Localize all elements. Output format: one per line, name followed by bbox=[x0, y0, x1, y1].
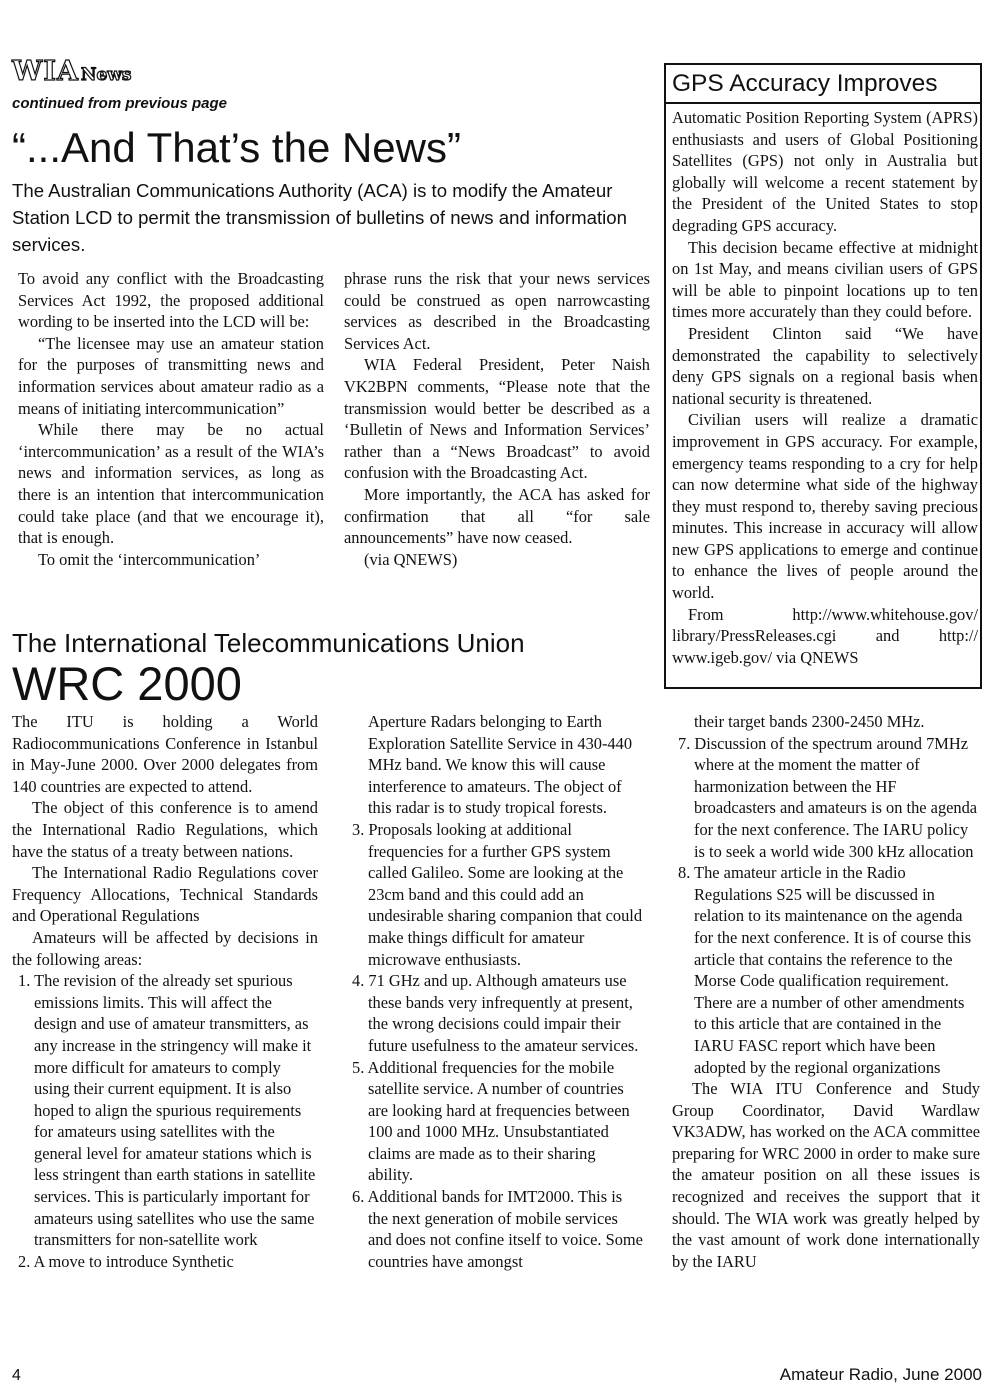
article2-column-2 bbox=[346, 711, 644, 1272]
paragraph: This decision became effective at midnight on 1st May, and means civilian users of GPS will be able to pinpoint locations up to ten times more accurately than they could before. bbox=[672, 237, 978, 322]
list-item: 3. Proposals looking at additional frequencies for a further GPS system called Galileo. Some are looking at the 23cm band and this could add an undesirable sharing companion that could make things difficult for amateur microwave enthusiasts. bbox=[352, 819, 643, 969]
paragraph: To omit the ‘intercommunication’ bbox=[38, 549, 261, 569]
paragraph: While there may be no actual ‘intercommunication’ as a result of the WIA’s news and information services, as long as there is an intention that intercommunication could take place (and that we encourage it), that is enough. bbox=[18, 420, 324, 548]
list-item: 7. Discussion of the spectrum around 7MHz where at the moment the matter of harmonization between the HF broadcasters and amateurs is on the agenda for the next conference. The IARU policy is to seek a world wide 300 kHz allocation bbox=[678, 733, 978, 861]
numbered-list bbox=[346, 819, 644, 1272]
article-title: “...And That’s the News” bbox=[12, 124, 461, 171]
paragraph: Amateurs will be affected by decisions in the following areas: bbox=[12, 927, 318, 969]
paragraph: Automatic Position Reporting System (APRS) enthusiasts and users of Global Positioning Satellites (GPS) not only in Australia but globally will welcome a recent statement by the President of the United States to stop degrading GPS accuracy. bbox=[672, 108, 978, 235]
sidebar-divider bbox=[666, 102, 980, 104]
paragraph: To avoid any conflict with the Broadcasting Services Act 1992, the proposed additional wording to be inserted into the LCD will be: bbox=[18, 269, 324, 332]
paragraph: More importantly, the ACA has asked for confirmation that all “for sale announcements” have now ceased. bbox=[344, 484, 650, 548]
paragraph: From http://www.whitehouse.gov/ library/PressReleases.cgi and http:// www.igeb.gov/ via QNEWS bbox=[672, 604, 978, 667]
list-continuation: their target bands 2300-2450 MHz. bbox=[694, 712, 925, 731]
sidebar-body bbox=[672, 107, 978, 668]
magazine-issue: Amateur Radio, June 2000 bbox=[779, 1365, 982, 1384]
article1-column-1 bbox=[18, 268, 324, 570]
paragraph: WIA Federal President, Peter Naish VK2BPN comments, “Please note that the transmission would better be described as a ‘Bulletin of News and Information Services’ rather than a “News Broadcast” to avoid confusion with the Broadcasting Act. bbox=[344, 355, 650, 483]
paragraph: (via QNEWS) bbox=[364, 549, 458, 569]
article2-column-3 bbox=[672, 711, 980, 1272]
article2-column-1 bbox=[12, 711, 318, 1272]
paragraph: The WIA ITU Conference and Study Group Coordinator, David Wardlaw VK3ADW, has worked on the ACA committee preparing for WRC 2000 in order to make sure the amateur position on all these issues is recognized and receives the support that it should. The WIA work was greatly helped by the vast amount of work done internationally by the IARU bbox=[672, 1079, 980, 1271]
logo-news: News bbox=[80, 65, 132, 85]
numbered-list bbox=[12, 970, 318, 1272]
continued-note: continued from previous page bbox=[12, 95, 228, 112]
list-item: 1. The revision of the already set spurious emissions limits. This will affect the design and use of amateur transmitters, as any increase in the stringency will make it more difficult for amateurs to comply using their current equipment. It is also hoped to align the spurious requirements for amateurs using satellites with the general level for amateur stations which is less stringent than earth stations in satellite services. This is particularly important for amateurs using satellites who use the same transmitters for non-satellite work bbox=[18, 971, 316, 1250]
list-item: 2. A move to introduce Synthetic bbox=[18, 1251, 234, 1271]
paragraph: The ITU is holding a World Radiocommunications Conference in Istanbul in May-June 2000. Over 2000 delegates from 140 countries are expected to attend. bbox=[12, 712, 318, 796]
paragraph: The International Radio Regulations cover Frequency Allocations, Technical Standards and Operational Regulations bbox=[12, 863, 318, 926]
page-number: 4 bbox=[12, 1367, 21, 1384]
article-lead: The Australian Communications Authority (ACA) is to modify the Amateur Station LCD to permit the transmission of bulletins of news and information services. bbox=[12, 180, 627, 255]
paragraph: “The licensee may use an amateur station for the purposes of transmitting news and information services about amateur radio as a means of initiating intercommunication” bbox=[18, 333, 324, 418]
list-item: 8. The amateur article in the Radio Regulations S25 will be discussed in relation to its maintenance on the agenda for the next conference. It is of course this article that contains the reference to the Morse Code qualification requirement. There are a number of other amendments to this article that are contained in the IARU FASC report which have been adopted by the regional organizations bbox=[678, 863, 972, 1077]
list-item: 4. 71 GHz and up. Although amateurs use these bands very infrequently at present, the wrong decisions could impair their future usefulness to the amateur services. bbox=[352, 971, 639, 1055]
wia-news-logo bbox=[12, 58, 131, 85]
list-item: 6. Additional bands for IMT2000. This is the next generation of mobile services and does not confine itself to voice. Some countries have amongst bbox=[352, 1187, 643, 1271]
list-continuation: Aperture Radars belonging to Earth Exploration Satellite Service in 430-440 MHz band. We know this will cause interference to amateurs. The object of this radar is to study tropical forests. bbox=[368, 712, 633, 818]
paragraph: phrase runs the risk that your news services could be construed as open narrowcasting services as described in the Broadcasting Services Act. bbox=[344, 269, 650, 353]
paragraph: President Clinton said “We have demonstrated the capability to selectively deny GPS signals on a regional basis when national security is threatened. bbox=[672, 323, 978, 408]
article1-column-2 bbox=[344, 268, 650, 570]
logo-wia: WIA bbox=[12, 56, 79, 87]
article2-kicker: The International Telecommunications Union bbox=[12, 628, 525, 658]
numbered-list bbox=[672, 733, 980, 1079]
list-item: 5. Additional frequencies for the mobile satellite service. A number of countries are looking hard at frequencies between 100 and 1000 MHz. Unsubstantiated claims are made as to their sharing ability. bbox=[352, 1057, 630, 1185]
gps-sidebar-box bbox=[664, 63, 982, 689]
sidebar-title: GPS Accuracy Improves bbox=[672, 70, 938, 97]
article2-title: WRC 2000 bbox=[12, 657, 242, 710]
paragraph: Civilian users will realize a dramatic improvement in GPS accuracy. For example, emergency teams responding to a cry for help can now determine what side of the highway they must respond to, thereby saving precious minutes. This increase in accuracy will allow new GPS applications to emerge and continue to enhance the lives of people around the world. bbox=[672, 410, 978, 603]
paragraph: The object of this conference is to amend the International Radio Regulations, which have the status of a treaty between nations. bbox=[12, 798, 318, 861]
